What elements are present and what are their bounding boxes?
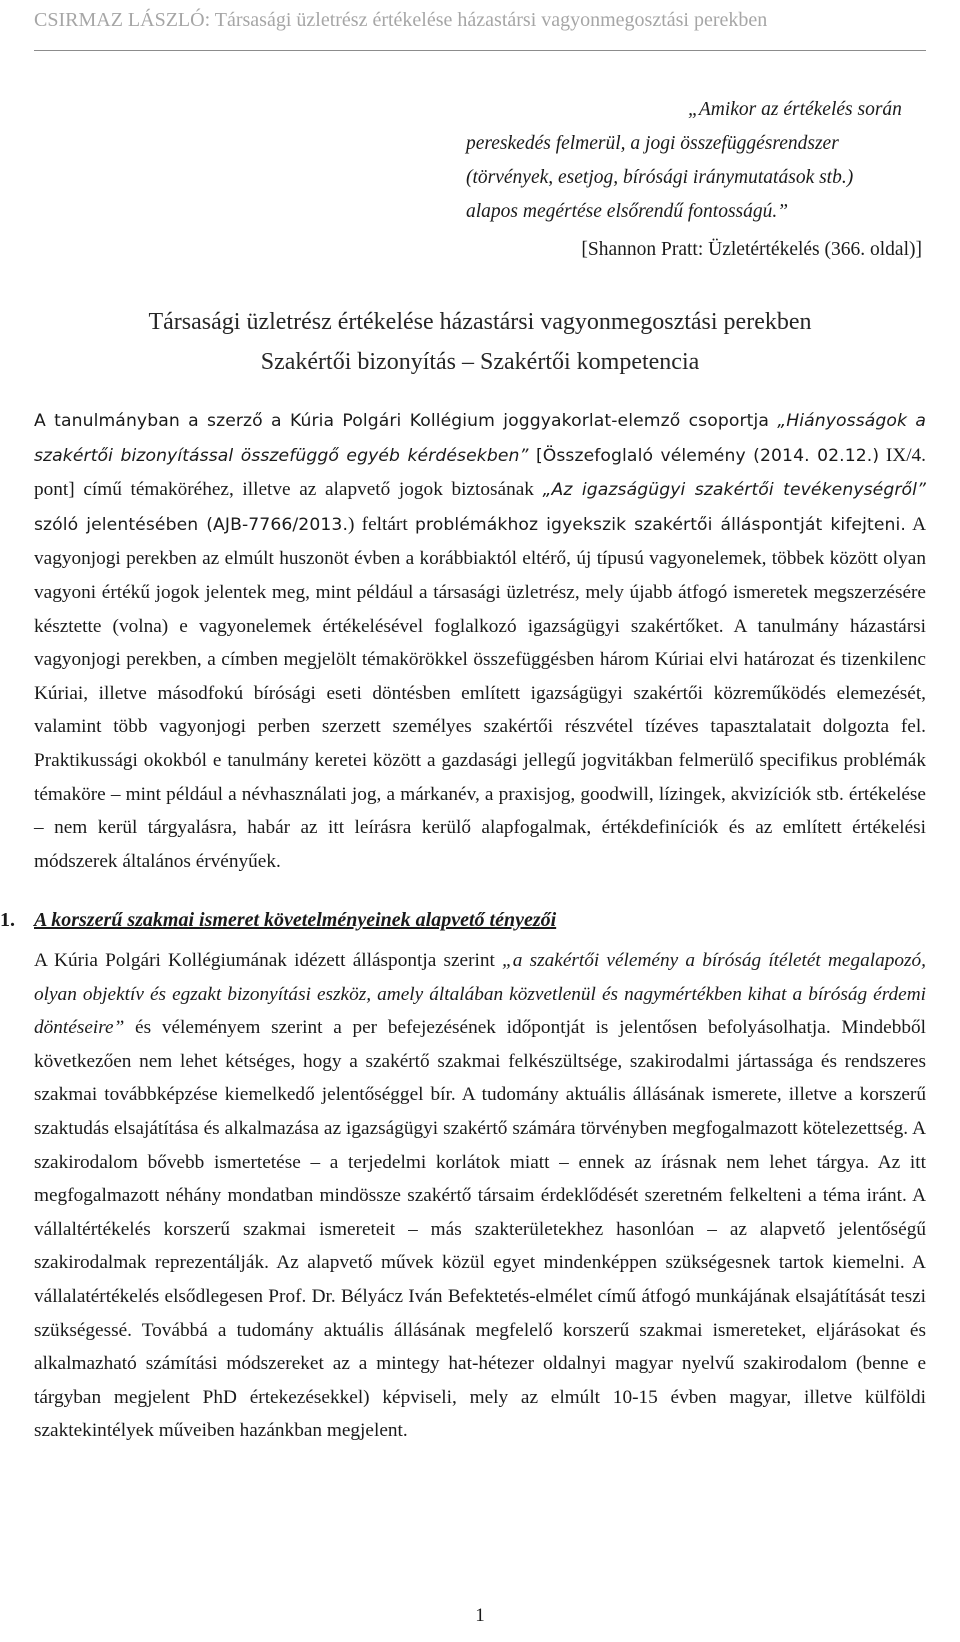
motto-line: pereskedés felmerül, a jogi összefüggésrendszer [466, 133, 839, 154]
section-heading [0, 903, 926, 937]
intro-paragraph [34, 404, 926, 878]
intro-text: A tanulmányban a szerző a Kúria Polgári Kollégium joggyakorlat-elemző csoportja [34, 411, 778, 431]
section-paragraph [34, 944, 926, 1448]
intro-citation-1: „Hiányosságok a szakértői bizonyítással összefüggő egyéb kérdésekben” [34, 411, 926, 466]
motto-line: (törvények, esetjog, bírósági iránymutatások stb.) [466, 167, 854, 188]
title-line-1: Társasági üzletrész értékelése házastársi vagyonmegosztási perekben [148, 309, 812, 335]
intro-text: szóló jelentésében (AJB-7766/2013. [34, 514, 349, 535]
section-quote: „a szakértői vélemény a bíróság ítéletét megalapozó, olyan objektív és egzakt bizonyítási eszköz, amely általában közvetlenül és nagymértékben kihat a bíróság érdemi döntéseire” [34, 950, 926, 1039]
intro-text: ) feltárt [348, 513, 415, 535]
page-number: 1 [475, 1605, 485, 1626]
intro-text: IX/4. pont] című témaköréhez, illetve az alapvető jogok biztosának [34, 444, 927, 501]
document-title [34, 302, 926, 382]
intro-text: problémákhoz igyekszik szakértői álláspontját kifejteni. [414, 514, 906, 535]
running-header: CSIRMAZ LÁSZLÓ: Társasági üzletrész értékelése házastársi vagyonmegosztási perekben [34, 4, 926, 51]
motto-line: „Amikor az értékelés során [688, 99, 902, 120]
section-title: A korszerű szakmai ismeret követelményeinek alapvető tényezői [34, 909, 557, 931]
section-text: és véleményem szerint a per befejezésének időpontját is jelentősen befolyásolhatja. Mindebből következően nem lehet kétséges, hogy a szakértő szakmai felkészültsége, szakirodalmi jártassága és rendszeres szakmai továbbképzése kiemelkedő jelentőséggel bír. A tudomány aktuális állásának ismerete, illetve a korszerű szaktudás elsajátítása és alkalmazása az igazságügyi szakértő számára törvényben megfogalmazott kötelezettség. A szakirodalom bővebb ismertetése – a terjedelmi korlátok miatt – ennek az írásnak nem lehet tárgya. Az itt megfogalmazott néhány mondatban mindössze szakértő társaim érdeklődését szeretném felkelteni a téma iránt. A vállaltértékelés korszerű szakmai ismereteit – más szakterületekhez hasonlóan – az alapvető jelentőségű szakirodalmak reprezentálják. Az alapvető művek közül egyet mindenképpen szükségesnek tartok kiemelni. A vállalatértékelés elsődlegesen Prof. Dr. Bélyácz Iván Befektetés-elmélet című átfogó munkájának elsajátítását teszi szükségessé. Továbbá a tudomány aktuális állásának megfelelő korszerű szakmai ismereteket, eljárásokat és alkalmazható számítási módszereket az a mintegy hat-hétezer oldalnyi magyar nyelvű szakirodalom (benne e tárgyban megjelent PhD értekezésekkel) képviseli, mely az elmúlt 10-15 évben magyar, illetve külföldi szaktekintélyek műveiben hazánkban megjelent. [34, 1017, 926, 1442]
motto-line: alapos megértése elsőrendű fontosságú.” [466, 201, 789, 222]
motto-source: [Shannon Pratt: Üzletértékelés (366. oldal)] [581, 239, 922, 260]
intro-text: [Összefoglaló vélemény (2014. 02.12.) [528, 445, 880, 466]
intro-text: A vagyonjogi perekben az elmúlt huszonöt évben a korábbiaktól eltérő, új típusú vagyonelemek, többek között olyan vagyoni értékű jogok jelentek meg, mint például a társasági üzletrész, mely újabb átfogó ismeretek megszerzésére késztette (volna) e vagyonelemek értékelésével foglalkozó igazságügyi szakértőket. A tanulmány házastársi vagyonjogi perekben, a címben megjelölt témakörökkel összefüggésben három Kúriai elvi határozat és tizenkilenc Kúriai, illetve másodfokú bírósági eseti döntésben említett igazságügyi szakértői közreműködés elemezését, valamint több vagyonjogi perben szerzett személyes szakértői részvétel tízéves tapasztalatait dolgozta fel. Praktikussági okokból e tanulmány keretei között a gazdasági jellegű jogvitákban felmerülő specifikus problémák témaköre – mint például a névhasználati jog, a márkanév, a praxisjog, goodwill, lízingek, akvizíciók stb. értékelése – nem kerül tárgyalásra, habár az itt leírásra kerülő alapfogalmak, értékdefiníciók és az említett értékelési módszerek általános érvényűek. [34, 513, 927, 872]
section-text: A Kúria Polgári Kollégiumának idézett álláspontja szerint [34, 950, 503, 971]
section-number: 1. [0, 909, 15, 931]
motto-quote [466, 93, 926, 229]
intro-citation-2: „Az igazságügyi szakértői tevékenységről” [542, 480, 927, 501]
title-line-2: Szakértői bizonyítás – Szakértői kompetencia [260, 349, 700, 375]
